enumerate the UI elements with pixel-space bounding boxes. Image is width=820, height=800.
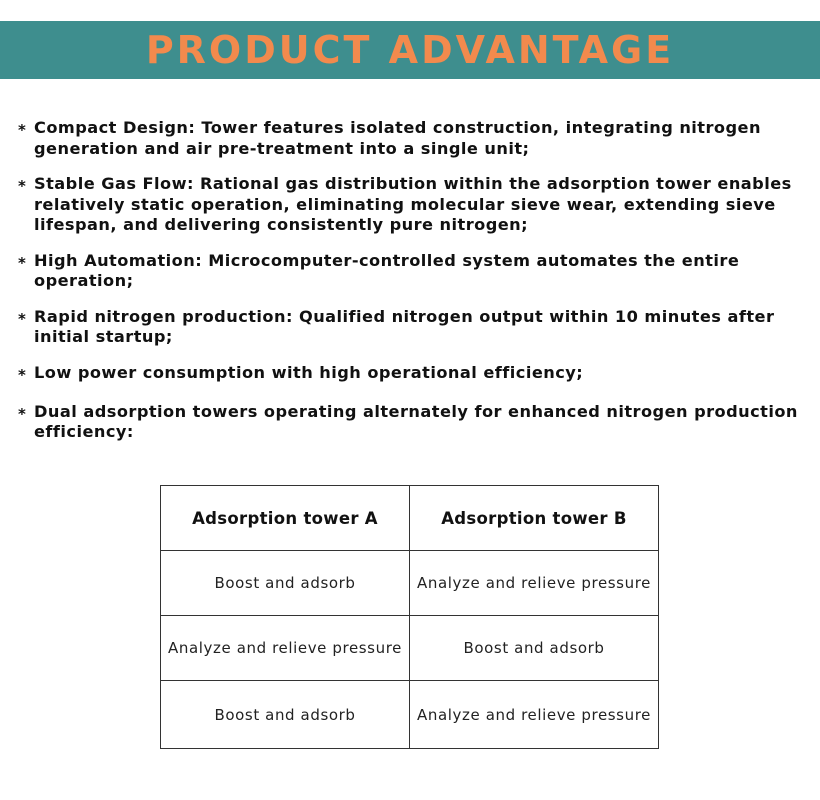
asterisk-bullet-icon: * [18, 177, 27, 195]
page-title: PRODUCT ADVANTAGE [145, 28, 675, 72]
feature-item-dual-towers [18, 402, 808, 443]
table-row [161, 681, 659, 749]
feature-item-compact-design [18, 118, 808, 159]
header-tower-a: Adsorption tower A [161, 486, 410, 551]
tower-cycle-table [160, 485, 659, 749]
table-cell: Boost and adsorb [410, 616, 659, 681]
tower-cycle-table-container [160, 485, 659, 749]
table-cell: Boost and adsorb [161, 551, 410, 616]
table-cell: Analyze and relieve pressure [410, 551, 659, 616]
feature-item-stable-gas-flow [18, 174, 808, 236]
feature-item-low-power [18, 363, 808, 387]
feature-text: High Automation: Microcomputer-controlled system automates the entire operation; [34, 250, 740, 290]
feature-text: Stable Gas Flow: Rational gas distribution within the adsorption tower enables relatively static operation, eliminating molecular sieve wear, extending sieve lifespan, and delivering consistently pure nitrogen; [34, 174, 792, 234]
table-row [161, 616, 659, 681]
asterisk-bullet-icon: * [18, 121, 27, 139]
feature-text: Low power consumption with high operational efficiency; [34, 362, 584, 382]
table-cell: Analyze and relieve pressure [410, 681, 659, 749]
asterisk-bullet-icon: * [18, 365, 27, 384]
feature-item-high-automation [18, 251, 808, 292]
feature-text: Rapid nitrogen production: Qualified nitrogen output within 10 minutes after initial startup; [34, 306, 775, 346]
header-tower-b: Adsorption tower B [410, 486, 659, 551]
asterisk-bullet-icon: * [18, 253, 27, 272]
feature-item-rapid-production [18, 307, 808, 348]
asterisk-bullet-icon: * [18, 309, 27, 328]
title-banner [0, 21, 820, 79]
table-row [161, 551, 659, 616]
table-cell: Analyze and relieve pressure [161, 616, 410, 681]
table-cell: Boost and adsorb [161, 681, 410, 749]
asterisk-bullet-icon: * [18, 404, 27, 423]
feature-text: Dual adsorption towers operating alternately for enhanced nitrogen production efficiency: [34, 401, 798, 441]
feature-list [18, 118, 808, 458]
feature-text: Compact Design: Tower features isolated construction, integrating nitrogen generation and air pre-treatment into a single unit; [34, 118, 761, 158]
table-header-row [161, 486, 659, 551]
